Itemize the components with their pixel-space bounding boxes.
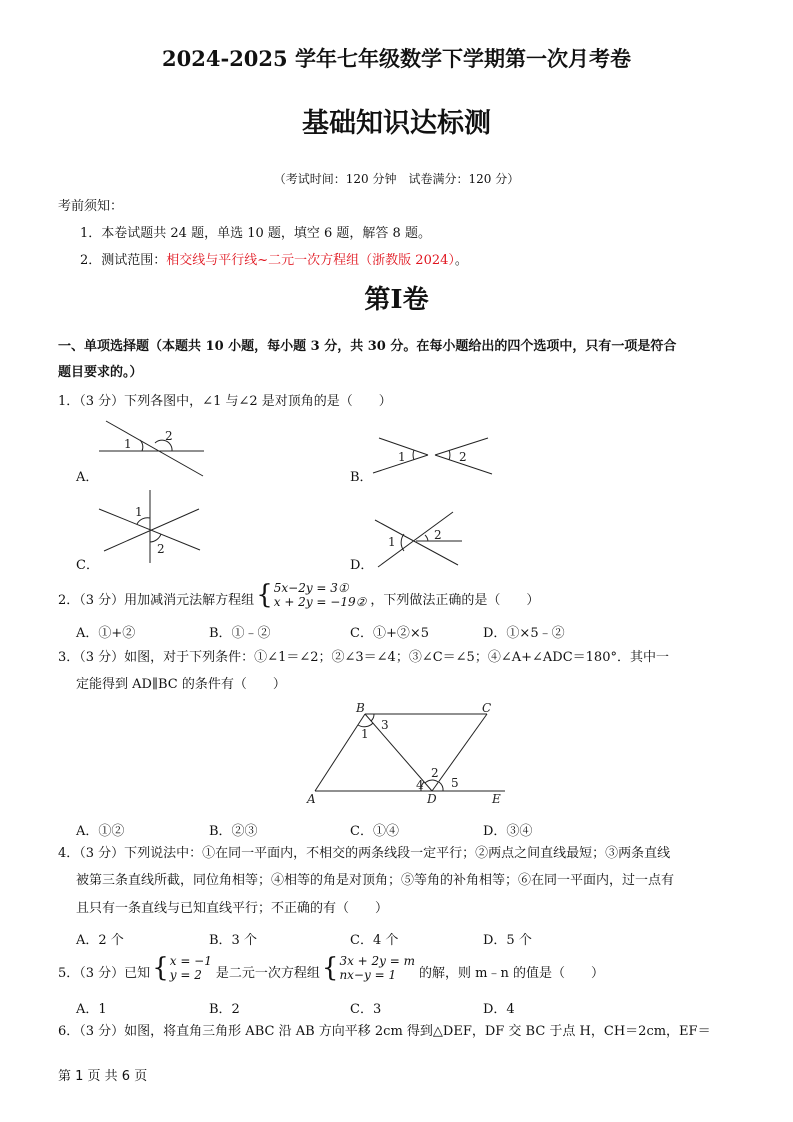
q3-stem-line2: 定能得到 AD∥BC 的条件有（ ）	[76, 677, 286, 692]
q5-stem-prefix: 5．（3 分）已知	[58, 966, 151, 981]
figure-c	[99, 490, 200, 563]
q2-equation-system	[256, 581, 366, 609]
volume-title: 第I卷	[364, 285, 429, 315]
fig-c-label-1: 1	[135, 505, 143, 519]
system-brace: {	[321, 953, 339, 983]
angle-5-label: 5	[451, 776, 459, 790]
q4-option-a[interactable]: A．2 个	[76, 933, 124, 948]
q2-stem-prefix: 2．（3 分）用加减消元法解方程组	[58, 593, 255, 608]
exam-info: （考试时间：120 分钟 试卷满分：120 分）	[273, 172, 520, 186]
q4-option-c[interactable]: C．4 个	[350, 933, 399, 948]
point-b-label: B	[356, 701, 365, 715]
point-a-label: A	[307, 792, 316, 806]
q3-option-c[interactable]: C．①④	[350, 824, 399, 839]
q5-option-c[interactable]: C．3	[350, 1002, 382, 1017]
fig-d-label-1: 1	[388, 535, 396, 549]
q4-option-b[interactable]: B．3 个	[209, 933, 257, 948]
q2-stem-suffix: ，下列做法正确的是（ ）	[370, 593, 540, 608]
q5-option-a[interactable]: A．1	[76, 1002, 107, 1017]
point-d-label: D	[427, 792, 437, 806]
q2-stem	[58, 581, 539, 609]
angle-2-label: 2	[431, 766, 439, 780]
fig-a-label-1: 1	[124, 437, 132, 451]
q5-equation-1: 3x + 2y = m	[339, 954, 415, 968]
q5-stem-suffix: 的解，则 m﹣n 的值是（ ）	[419, 966, 604, 981]
figure-a	[99, 421, 204, 476]
fig-b-label-1: 1	[398, 450, 406, 464]
fig-c-label-2: 2	[157, 542, 165, 556]
q4-stem-line3: 且只有一条直线与已知直线平行；不正确的有（ ）	[76, 901, 389, 916]
figure-d	[375, 512, 462, 567]
q5-stem	[58, 954, 604, 982]
section-header-line2: 题目要求的。）	[58, 365, 143, 380]
notice-label: 考前须知：	[58, 199, 124, 214]
q3-option-d[interactable]: D．③④	[483, 824, 533, 839]
q1-stem: 1．（3 分）下列各图中，∠1 与∠2 是对顶角的是（ ）	[58, 394, 392, 409]
q1-option-d[interactable]: D．	[350, 558, 374, 573]
solution-brace: {	[152, 953, 169, 983]
angle-1-label: 1	[361, 727, 369, 741]
point-e-label: E	[492, 792, 501, 806]
q3-option-a[interactable]: A．①②	[76, 824, 125, 839]
q4-stem-line2: 被第三条直线所截，同位角相等；④相等的角是对顶角；⑤等角的补角相等；⑥在同一平面内，过一点有	[76, 873, 675, 888]
q4-option-d[interactable]: D．5 个	[483, 933, 532, 948]
notice-item-2-prefix: 2．测试范围：	[80, 253, 167, 268]
q5-solution	[152, 954, 212, 982]
q1-option-b[interactable]: B．	[350, 470, 373, 485]
notice-item-2-suffix: 。	[454, 253, 468, 268]
q5-solution-y: y = 2	[169, 968, 202, 982]
q5-option-d[interactable]: D．4	[483, 1002, 515, 1017]
q1-option-c[interactable]: C．	[76, 558, 99, 573]
q5-stem-mid: 是二元一次方程组	[215, 966, 320, 981]
test-range: 相交线与平行线~二元一次方程组（浙教版 2024）	[166, 253, 455, 268]
notice-item-2	[80, 253, 468, 269]
q2-equation-2: x + 2y = −19②	[273, 595, 367, 609]
exam-subtitle: 基础知识达标测	[302, 108, 491, 139]
figure-b	[373, 438, 492, 474]
q6-stem-line1: 6．（3 分）如图，将直角三角形 ABC 沿 AB 方向平移 2cm 得到△DEF，DF 交 BC 于点 H，CH＝2cm，EF＝	[58, 1024, 711, 1039]
q2-option-c[interactable]: C．①+②×5	[350, 626, 430, 641]
q2-equation-1: 5x−2y = 3①	[273, 581, 349, 595]
point-c-label: C	[482, 701, 492, 715]
fig-b-label-2: 2	[459, 450, 467, 464]
q5-equation-system	[322, 954, 415, 982]
section-header-line1: 一、单项选择题（本题共 10 小题，每小题 3 分，共 30 分。在每小题给出的四个选项中，只有一项是符合	[58, 339, 677, 354]
exam-title: 2024-2025 学年七年级数学下学期第一次月考卷	[162, 46, 631, 71]
q5-option-b[interactable]: B．2	[209, 1002, 240, 1017]
fig-a-label-2: 2	[165, 429, 173, 443]
q5-solution-x: x = −1	[169, 954, 212, 968]
q2-option-d[interactable]: D．①×5﹣②	[483, 626, 565, 641]
q3-stem-line1: 3．（3 分）如图，对于下列条件：①∠1＝∠2；②∠3＝∠4；③∠C＝∠5；④∠A+∠ADC＝180°．其中一	[58, 650, 669, 665]
equation-brace: {	[256, 580, 273, 610]
fig-d-label-2: 2	[434, 528, 442, 542]
q4-stem-line1: 4．（3 分）下列说法中：①在同一平面内，不相交的两条线段一定平行；②两点之间直线最短；③两条直线	[58, 846, 671, 861]
notice-item-1: 1．本卷试题共 24 题，单选 10 题，填空 6 题，解答 8 题。	[80, 226, 431, 241]
page-footer: 第 1 页 共 6 页	[58, 1069, 148, 1084]
q5-equation-2: nx−y = 1	[339, 968, 397, 982]
q1-option-a[interactable]: A．	[76, 470, 99, 485]
q2-option-b[interactable]: B．①﹣②	[209, 626, 271, 641]
angle-3-label: 3	[381, 718, 389, 732]
q2-option-a[interactable]: A．①+②	[76, 626, 136, 641]
q3-option-b[interactable]: B．②③	[209, 824, 258, 839]
q3-figure	[315, 714, 505, 791]
angle-4-label: 4	[416, 778, 424, 792]
